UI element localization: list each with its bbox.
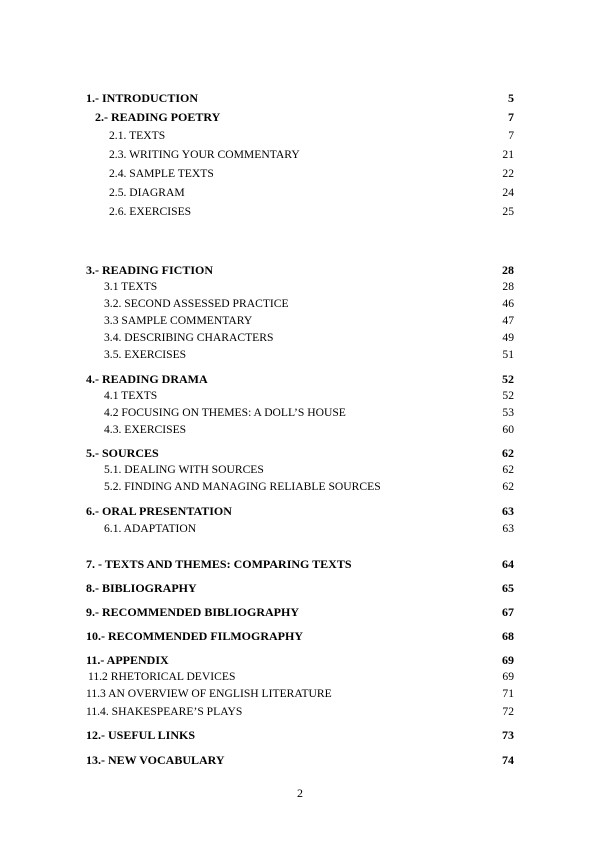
- toc-title: 3.5. EXERCISES: [104, 348, 187, 361]
- toc-title: 7. - TEXTS AND THEMES: COMPARING TEXTS: [86, 557, 352, 571]
- toc-title: 4.1 TEXTS: [104, 389, 158, 402]
- toc-row-8: [0, 262, 600, 278]
- toc-page: 69: [502, 653, 514, 667]
- toc-title: 1.- INTRODUCTION: [86, 91, 199, 105]
- toc-title: 3.1 TEXTS: [104, 280, 158, 293]
- toc-page: 25: [502, 205, 514, 218]
- toc-row-7: [0, 204, 600, 220]
- toc-title: 6.- ORAL PRESENTATION: [86, 504, 232, 518]
- toc-row-10: [0, 296, 600, 312]
- toc-row-16: [0, 405, 600, 421]
- toc-page: 46: [502, 297, 514, 310]
- toc-page: 52: [502, 389, 514, 402]
- toc-row-2: [0, 109, 600, 125]
- toc-title: 2.4. SAMPLE TEXTS: [109, 167, 214, 180]
- toc-title: 2.- READING POETRY: [95, 110, 221, 124]
- toc-title: 10.- RECOMMENDED FILMOGRAPHY: [86, 629, 303, 643]
- toc-row-25: [0, 604, 600, 620]
- toc-page: 74: [502, 753, 514, 767]
- toc-page: 49: [502, 331, 514, 344]
- toc-title: 3.3 SAMPLE COMMENTARY: [104, 314, 253, 327]
- toc-title: 9.- RECOMMENDED BIBLIOGRAPHY: [86, 605, 300, 619]
- toc-row-6: [0, 185, 600, 201]
- toc-title: 4.- READING DRAMA: [86, 372, 208, 386]
- toc-row-30: [0, 704, 600, 720]
- toc-page: 60: [502, 423, 514, 436]
- toc-page: 71: [502, 687, 514, 700]
- toc-title: 8.- BIBLIOGRAPHY: [86, 581, 197, 595]
- toc-row-32: [0, 752, 600, 768]
- toc-title: 2.1. TEXTS: [109, 129, 166, 142]
- toc-page: 28: [502, 263, 514, 277]
- toc-page: 53: [502, 406, 514, 419]
- toc-row-21: [0, 503, 600, 519]
- toc-page: 22: [502, 167, 514, 180]
- toc-page: 21: [502, 148, 514, 161]
- toc-page: 62: [502, 446, 514, 460]
- toc-title: 13.- NEW VOCABULARY: [86, 753, 225, 767]
- toc-title: 5.2. FINDING AND MANAGING RELIABLE SOURCES: [104, 480, 381, 493]
- toc-page: 62: [502, 463, 514, 476]
- toc-page: 24: [502, 186, 514, 199]
- toc-title: 4.3. EXERCISES: [104, 423, 187, 436]
- toc-page: 63: [502, 504, 514, 518]
- toc-page: 47: [502, 314, 514, 327]
- toc-title: 11.3 AN OVERVIEW OF ENGLISH LITERATURE: [86, 687, 332, 700]
- toc-row-13: [0, 347, 600, 363]
- toc-title: 3.- READING FICTION: [86, 263, 214, 277]
- toc-row-12: [0, 330, 600, 346]
- toc-title: 6.1. ADAPTATION: [104, 522, 197, 535]
- toc-row-29: [0, 686, 600, 702]
- toc-row-23: [0, 556, 600, 572]
- toc-page: 72: [502, 705, 514, 718]
- toc-page: 51: [502, 348, 514, 361]
- toc-page: 69: [502, 670, 514, 683]
- toc-row-28: [0, 669, 600, 685]
- toc-row-1: [0, 90, 600, 106]
- toc-row-20: [0, 479, 600, 495]
- toc-title: 11.2 RHETORICAL DEVICES: [88, 670, 236, 683]
- toc-page: 73: [502, 728, 514, 742]
- toc-page: 5: [508, 91, 514, 105]
- toc-row-26: [0, 628, 600, 644]
- toc-page: 7: [508, 110, 514, 124]
- toc-page: 68: [502, 629, 514, 643]
- toc-title: 3.2. SECOND ASSESSED PRACTICE: [104, 297, 289, 310]
- toc-row-15: [0, 388, 600, 404]
- toc-row-4: [0, 147, 600, 163]
- toc-row-18: [0, 445, 600, 461]
- toc-row-3: [0, 128, 600, 144]
- toc-title: 4.2 FOCUSING ON THEMES: A DOLL’S HOUSE: [104, 406, 346, 419]
- toc-title: 11.- APPENDIX: [86, 653, 169, 667]
- toc-row-27: [0, 652, 600, 668]
- toc-row-19: [0, 462, 600, 478]
- toc-page: 7: [508, 129, 514, 142]
- toc-title: 2.3. WRITING YOUR COMMENTARY: [109, 148, 300, 161]
- toc-row-14: [0, 371, 600, 387]
- toc-page: 52: [502, 372, 514, 386]
- toc-page: 65: [502, 581, 514, 595]
- toc-row-24: [0, 580, 600, 596]
- toc-row-17: [0, 422, 600, 438]
- toc-row-11: [0, 313, 600, 329]
- toc-row-22: [0, 521, 600, 537]
- toc-title: 5.1. DEALING WITH SOURCES: [104, 463, 264, 476]
- toc-row-5: [0, 166, 600, 182]
- toc-title: 2.6. EXERCISES: [109, 205, 192, 218]
- toc-row-9: [0, 279, 600, 295]
- toc-title: 12.- USEFUL LINKS: [86, 728, 196, 742]
- toc-row-31: [0, 727, 600, 743]
- toc-title: 3.4. DESCRIBING CHARACTERS: [104, 331, 274, 344]
- toc-page: 28: [502, 280, 514, 293]
- toc-title: 5.- SOURCES: [86, 446, 159, 460]
- toc-title: 11.4. SHAKESPEARE’S PLAYS: [86, 705, 243, 718]
- toc-title: 2.5. DIAGRAM: [109, 186, 185, 199]
- toc-page: 64: [502, 557, 514, 571]
- toc-page: 62: [502, 480, 514, 493]
- page-number: 2: [297, 786, 303, 800]
- toc-page: 67: [502, 605, 514, 619]
- toc-page: 63: [502, 522, 514, 535]
